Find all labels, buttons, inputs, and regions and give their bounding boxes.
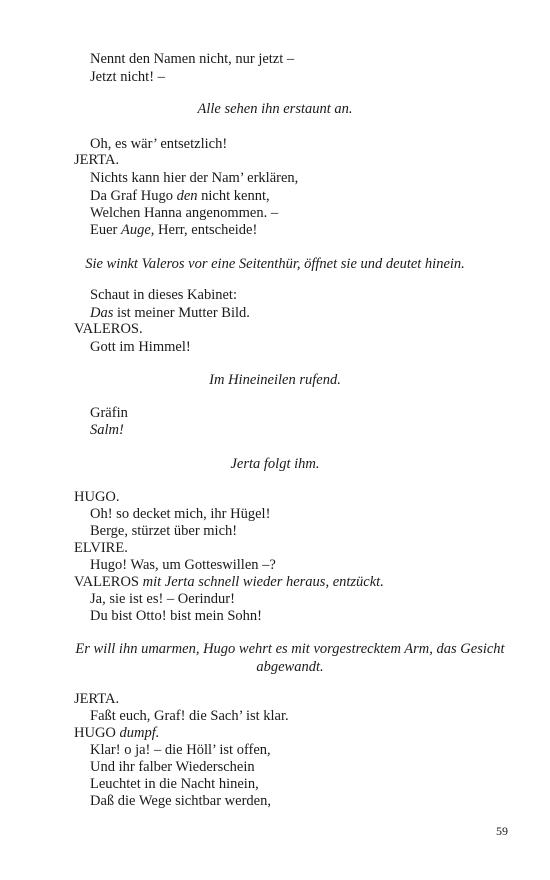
speaker-label [74, 724, 159, 742]
verse-line [90, 187, 270, 205]
speaker-label: HUGO. [74, 489, 120, 505]
speaker-label: JERTA. [74, 691, 120, 707]
page-number: 59 [496, 824, 508, 838]
verse-line: Schaut in dieses Kabinet: [90, 287, 237, 303]
verse-text: Herr, entscheide! [154, 222, 258, 238]
verse-text: nicht kennt, [197, 188, 270, 204]
speaker-label [74, 573, 384, 591]
speaker-direction: dumpf. [115, 725, 160, 741]
speaker-label: JERTA. [74, 152, 120, 168]
verse-line: Jetzt nicht! – [90, 69, 165, 85]
verse-line: Klar! o ja! – die Höll’ ist offen, [90, 742, 271, 758]
verse-emphasis: Das [90, 305, 114, 321]
verse-line: Faßt euch, Graf! die Sach’ ist klar. [90, 708, 289, 724]
verse-line: Leuchtet in die Nacht hinein, [90, 776, 259, 792]
verse-line: Und ihr falber Wiederschein [90, 759, 255, 775]
speaker-label: ELVIRE. [74, 540, 128, 556]
verse-text: Euer [90, 222, 121, 238]
speaker-name: HUGO [74, 725, 116, 741]
verse-line: Nichts kann hier der Nam’ erklären, [90, 170, 299, 186]
stage-direction: Er will ihn umarmen, Hugo wehrt es mit vorgestrecktem Arm, das Gesicht abgewandt. [75, 641, 505, 675]
verse-line: Oh! so decket mich, ihr Hügel! [90, 506, 271, 522]
verse-emphasis: den [176, 188, 198, 204]
verse-text: ist meiner Mutter Bild. [113, 305, 250, 321]
verse-line: Welchen Hanna angenommen. – [90, 205, 279, 221]
speaker-direction: mit Jerta schnell wieder heraus, entzückt. [139, 574, 384, 590]
verse-line: Gräfin [90, 405, 128, 421]
stage-direction: Sie winkt Valeros vor eine Seitenthür, öffnet sie und deutet hinein. [85, 256, 465, 272]
verse-line: Berge, stürzet über mich! [90, 523, 238, 539]
verse-line: Hugo! Was, um Gotteswillen –? [90, 557, 276, 573]
stage-direction: Alle sehen ihn erstaunt an. [197, 101, 353, 117]
speaker-name: VALEROS [74, 574, 139, 590]
verse-line: Du bist Otto! bist mein Sohn! [90, 608, 262, 624]
verse-line: Oh, es wär’ entsetzlich! [90, 136, 228, 152]
verse-line [90, 221, 257, 239]
verse-line: Ja, sie ist es! – Oerindur! [90, 591, 235, 607]
verse-text: Da Graf Hugo [90, 188, 177, 204]
verse-line: Salm! [90, 422, 124, 438]
verse-line: Nennt den Namen nicht, nur jetzt – [90, 51, 295, 67]
verse-line: Daß die Wege sichtbar werden, [90, 793, 271, 809]
verse-emphasis: Auge, [121, 222, 155, 238]
stage-direction: Im Hineineilen rufend. [209, 372, 341, 388]
verse-line: Gott im Himmel! [90, 339, 191, 355]
stage-direction: Jerta folgt ihm. [230, 456, 320, 472]
speaker-label: VALEROS. [74, 321, 143, 337]
